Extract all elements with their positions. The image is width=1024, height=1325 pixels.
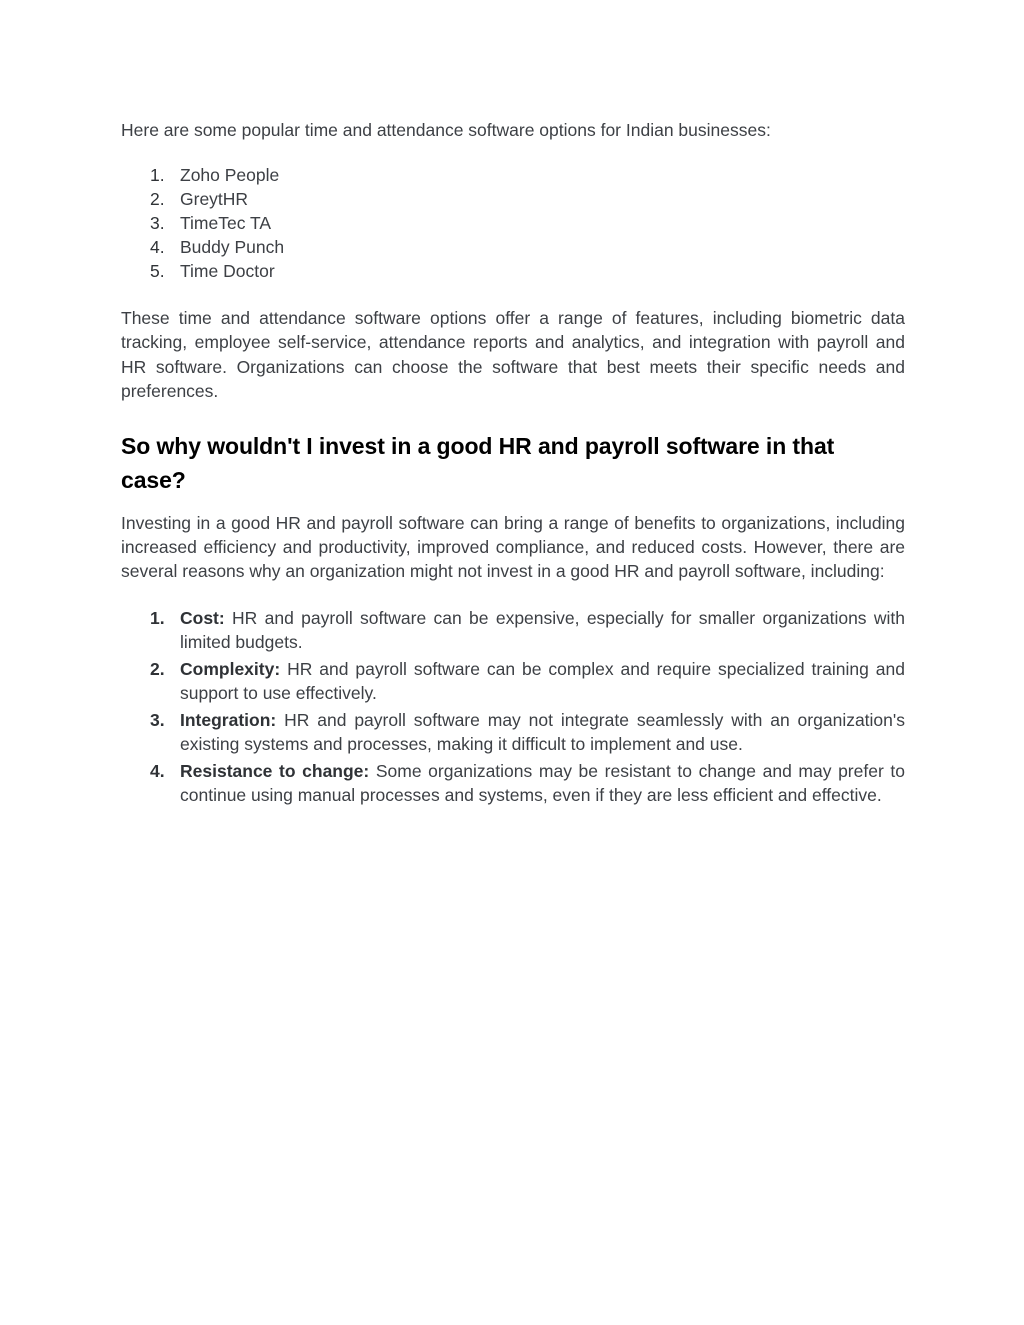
list-number: 4. (150, 237, 165, 258)
reason-body (180, 657, 905, 706)
list-item (121, 708, 905, 757)
list-item (121, 606, 905, 655)
list-number: 1. (150, 165, 165, 186)
tool-name: Time Doctor (180, 261, 275, 282)
tools-list (121, 163, 905, 283)
reason-label: Cost: (180, 607, 225, 628)
features-paragraph: These time and attendance software options offer a range of features, including biometric data tracking, employee self-service, attendance reports and analytics, and integration with payroll and HR software. Organizations can choose the software that best meets their specific needs and preferences. (121, 308, 905, 401)
reason-label: Complexity: (180, 658, 281, 679)
tool-name: TimeTec TA (180, 213, 272, 234)
reason-text: HR and payroll software may not integrate seamlessly with an organization's existing systems and processes, making it difficult to implement and use. (180, 709, 905, 755)
list-number: 2. (150, 189, 165, 210)
tool-name: GreytHR (180, 189, 249, 210)
list-item (121, 759, 905, 808)
list-number: 3. (150, 709, 165, 730)
reason-body (180, 606, 905, 655)
reason-label: Integration: (180, 709, 277, 730)
reason-body (180, 759, 905, 808)
list-item (121, 163, 905, 187)
list-number: 4. (150, 760, 165, 781)
reason-text: HR and payroll software can be complex and require specialized training and support to use effectively. (180, 658, 905, 704)
list-item (121, 187, 905, 211)
reason-body (180, 708, 905, 757)
list-number: 2. (150, 658, 165, 679)
reasons-list (121, 606, 905, 808)
reasons-intro-paragraph: Investing in a good HR and payroll software can bring a range of benefits to organizations, including increased efficiency and productivity, improved compliance, and reduced costs. However, there are several reasons why an organization might not invest in a good HR and payroll software, including: (121, 513, 905, 582)
list-item (121, 211, 905, 235)
list-number: 5. (150, 261, 165, 282)
reason-text: HR and payroll software can be expensive, especially for smaller organizations with limited budgets. (180, 607, 905, 653)
intro-paragraph: Here are some popular time and attendance software options for Indian businesses: (121, 120, 771, 140)
list-item (121, 657, 905, 706)
list-item (121, 259, 905, 283)
section-heading: So why wouldn't I invest in a good HR and payroll software in that case? (121, 433, 835, 494)
reason-label: Resistance to change: (180, 760, 370, 781)
document-page (121, 118, 905, 810)
list-item (121, 235, 905, 259)
reason-text: Some organizations may be resistant to change and may prefer to continue using manual processes and systems, even if they are less efficient and effective. (180, 760, 905, 806)
list-number: 1. (150, 607, 165, 628)
tool-name: Buddy Punch (180, 237, 285, 258)
list-number: 3. (150, 213, 165, 234)
tool-name: Zoho People (180, 165, 280, 186)
